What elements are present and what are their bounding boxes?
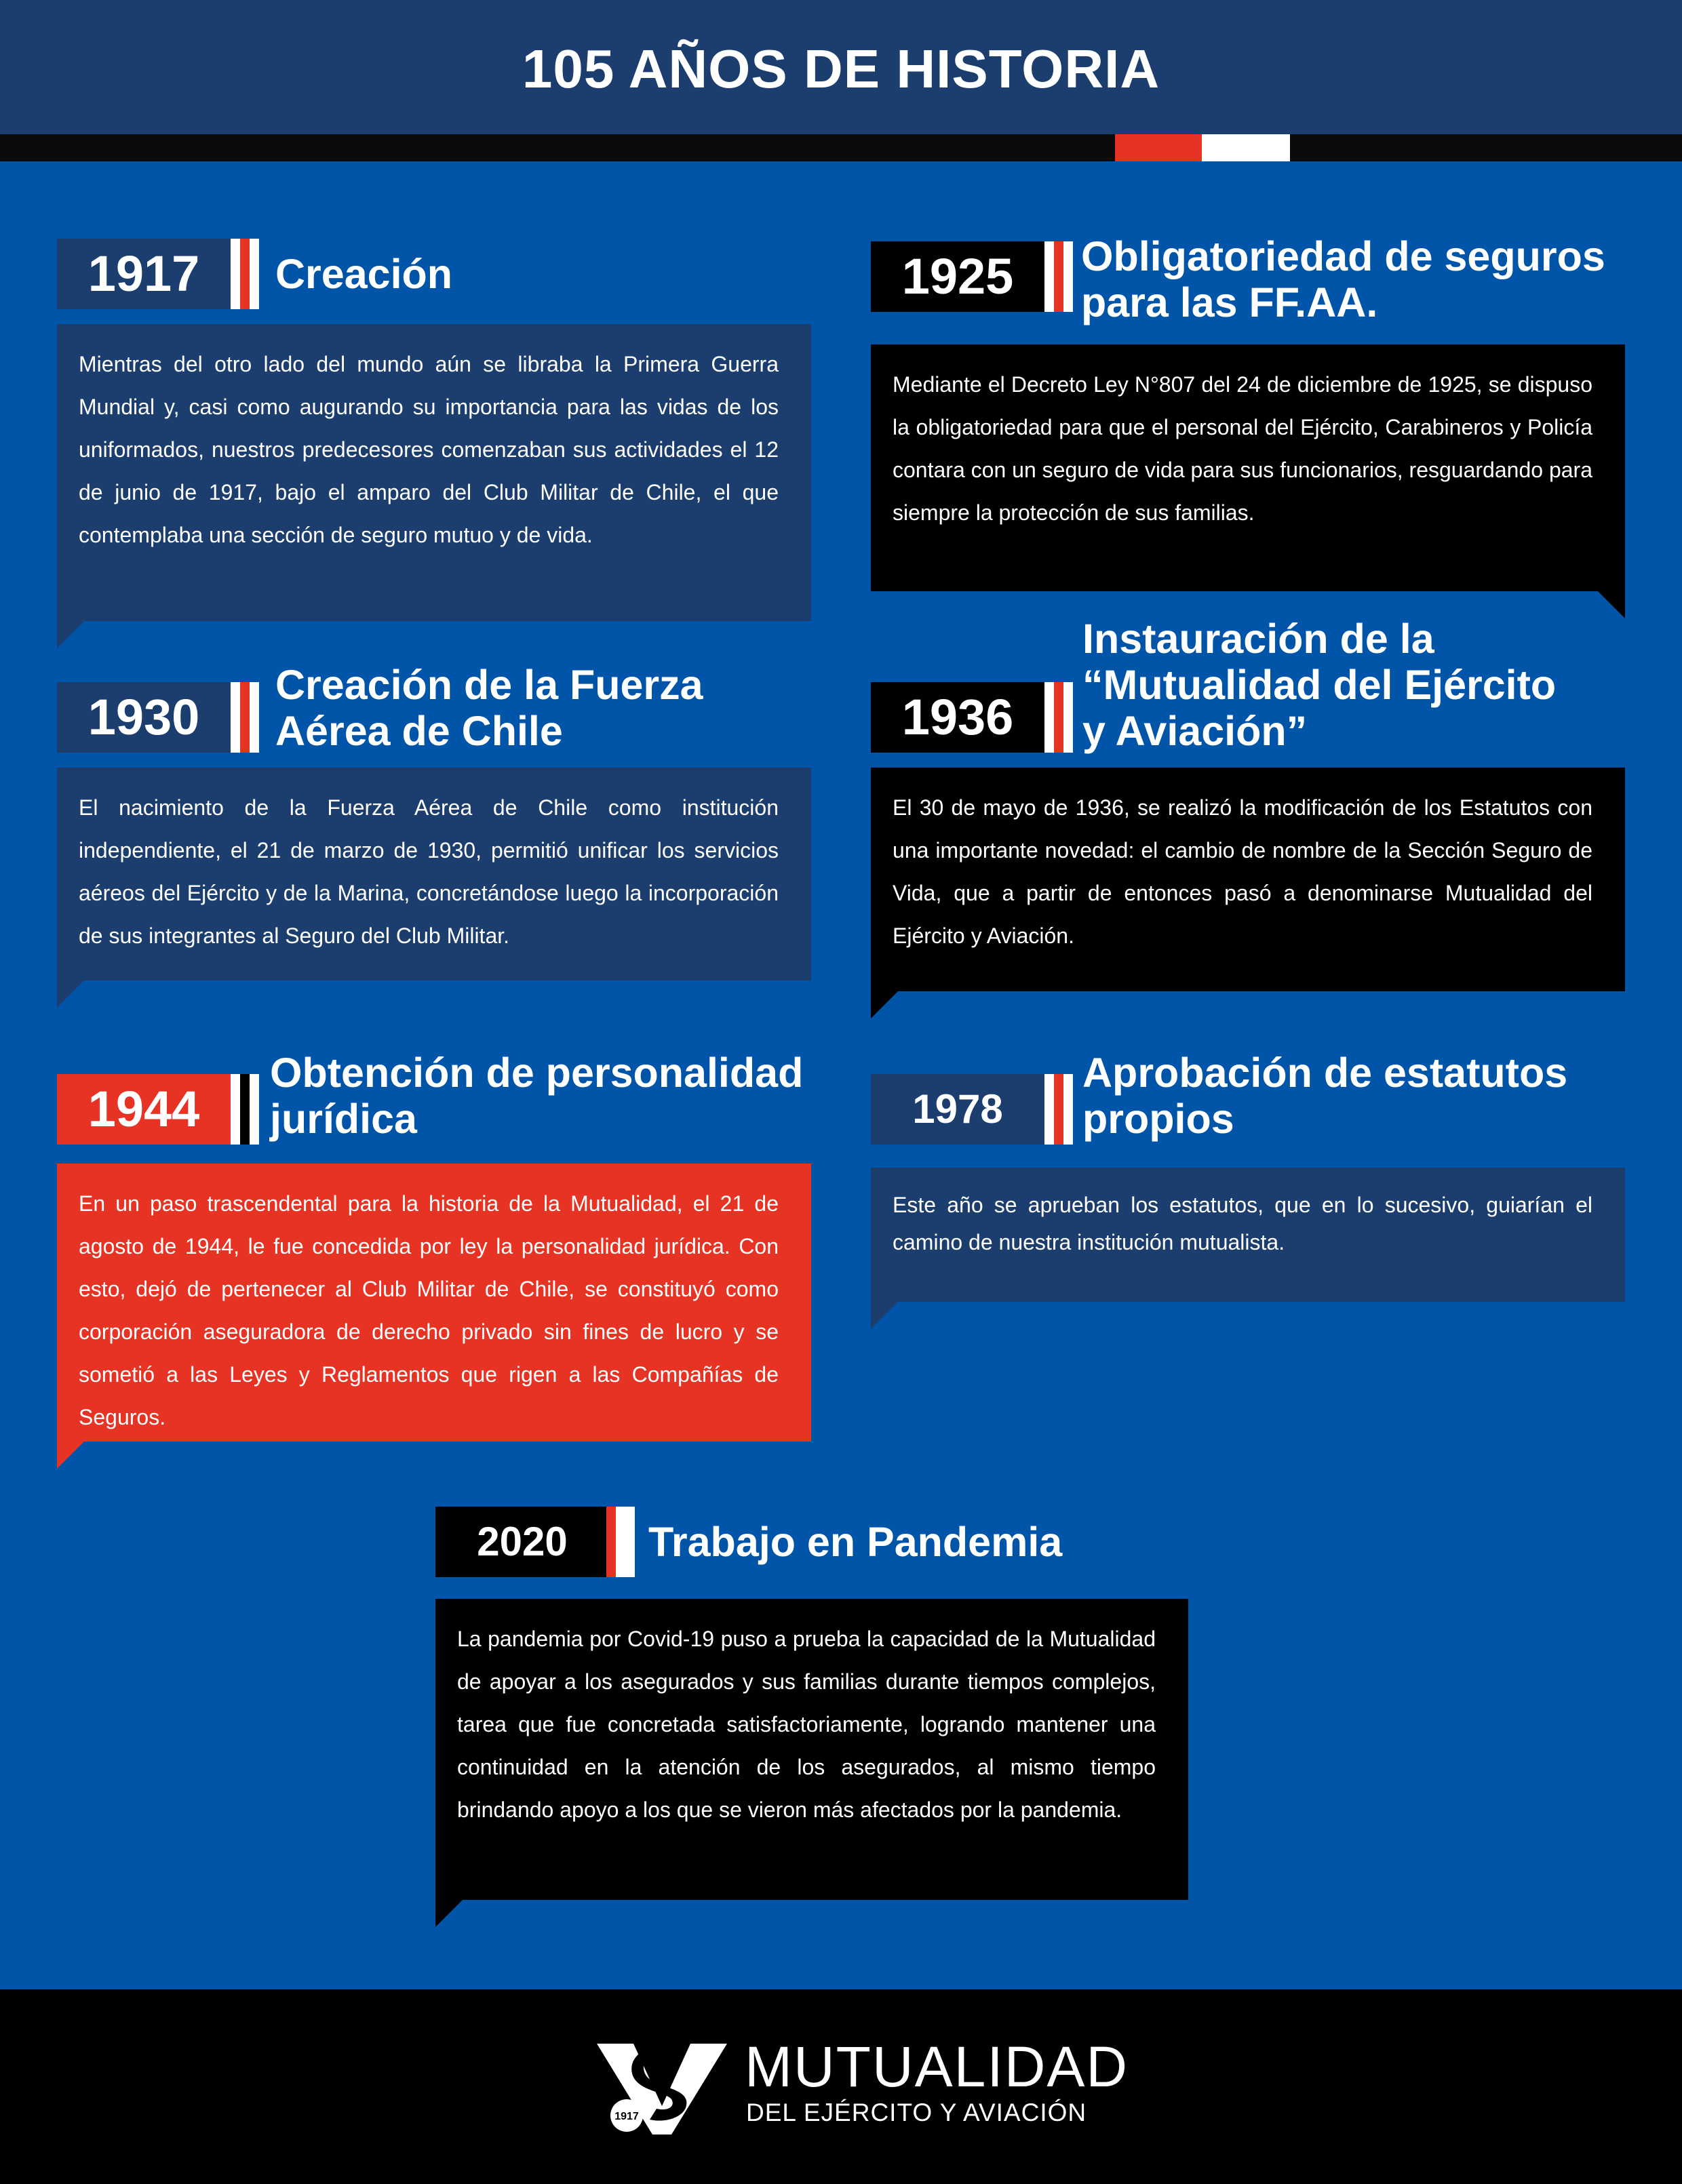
milestone-title-1930: Creación de la Fuerza Aérea de Chile (275, 662, 703, 754)
speech-tail (57, 621, 84, 648)
milestone-title-1925: Obligatoriedad de seguros para las FF.AA. (1081, 233, 1605, 325)
milestone-card-1925 (871, 344, 1625, 591)
milestone-card-1930 (57, 768, 811, 980)
brand-subtitle: DEL EJÉRCITO Y AVIACIÓN (746, 2099, 1087, 2126)
stripe-white (1202, 134, 1290, 161)
speech-tail (871, 991, 898, 1018)
flag-bars (231, 239, 259, 309)
milestone-text-1917: Mientras del otro lado del mundo aún se libraba la Primera Guerra Mundial y, casi como augurando su importancia para las vidas de los uniformados, nuestros predecesores comenzaban sus actividades el 12 de junio de 1917, bajo el amparo del Club Militar de Chile, el que contemplaba una sección de seguro mutuo y de vida. (79, 352, 779, 547)
flag-bars (231, 1074, 259, 1145)
mutualidad-logo-icon (591, 2036, 739, 2137)
milestone-card-2020 (435, 1599, 1188, 1900)
speech-tail (871, 1302, 898, 1329)
flag-bars (231, 682, 259, 753)
milestone-text-1978: Este año se aprueban los estatutos, que en lo sucesivo, guiarían el camino de nuestra institución mutualista. (893, 1193, 1592, 1254)
header-stripe (0, 134, 1682, 161)
year-badge-2020: 2020 (435, 1507, 609, 1577)
milestone-title-1978: Aprobación de estatutos propios (1082, 1050, 1568, 1142)
milestone-card-1936 (871, 768, 1625, 991)
milestone-title-2020: Trabajo en Pandemia (648, 1519, 1063, 1565)
year-badge-1978: 1978 (871, 1074, 1044, 1145)
year-badge-1936: 1936 (871, 682, 1044, 753)
milestone-title-1936: Instauración de la “Mutualidad del Ejército y Aviación” (1082, 616, 1557, 754)
brand-name: MUTUALIDAD (745, 2035, 1129, 2099)
year-badge-1917: 1917 (57, 239, 231, 309)
flag-bars (606, 1507, 635, 1577)
milestone-text-1930: El nacimiento de la Fuerza Aérea de Chile como institución independiente, el 21 de marzo de 1930, permitió unificar los servicios aéreos del Ejército y de la Marina, concretándose luego la incorporación de sus integrantes al Seguro del Club Militar. (79, 795, 779, 948)
milestone-text-1925: Mediante el Decreto Ley N°807 del 24 de diciembre de 1925, se dispuso la obligatoriedad para que el personal del Ejército, Carabineros y Policía contara con un seguro de vida para sus funcionarios, resguardando para siempre la protección de sus familias. (893, 372, 1592, 525)
flag-bars (1044, 682, 1073, 753)
year-badge-1925: 1925 (871, 241, 1044, 312)
speech-tail (435, 1900, 463, 1927)
flag-bars (1044, 241, 1073, 312)
speech-tail (57, 1442, 84, 1469)
year-badge-1930: 1930 (57, 682, 231, 753)
milestone-text-1944: En un paso trascendental para la historia de la Mutualidad, el 21 de agosto de 1944, le fue concedida por ley la personalidad jurídica. Con esto, dejó de pertenecer al Club Militar de Chile, se constituyó como corporación aseguradora de derecho privado sin fines de lucro y se sometió a las Leyes y Reglamentos que rigen a las Compañías de Seguros. (79, 1191, 779, 1429)
milestone-card-1944 (57, 1164, 811, 1442)
milestone-title-1944: Obtención de personalidad jurídica (270, 1050, 804, 1142)
speech-tail (1598, 591, 1625, 618)
year-badge-1944: 1944 (57, 1074, 231, 1145)
milestone-card-1978 (871, 1168, 1625, 1302)
page-title: 105 AÑOS DE HISTORIA (522, 39, 1160, 99)
milestone-text-2020: La pandemia por Covid-19 puso a prueba la capacidad de la Mutualidad de apoyar a los asegurados y sus familias durante tiempos complejos, tarea que fue concretada satisfactoriamente, logrando mantener una continuidad en la atención de los asegurados, al mismo tiempo brindando apoyo a los que se vieron más afectados por la pandemia. (457, 1627, 1156, 1822)
logo-year: 1917 (614, 2111, 639, 2122)
milestone-card-1917 (57, 324, 811, 621)
stripe-red (1115, 134, 1202, 161)
milestone-title-1917: Creación (275, 251, 453, 297)
speech-tail (57, 980, 84, 1008)
flag-bars (1044, 1074, 1073, 1145)
milestone-text-1936: El 30 de mayo de 1936, se realizó la modificación de los Estatutos con una importante novedad: el cambio de nombre de la Sección Seguro de Vida, que a partir de entonces pasó a denominarse Mutualidad del Ejército y Aviación. (893, 795, 1592, 948)
page-header (0, 0, 1682, 134)
